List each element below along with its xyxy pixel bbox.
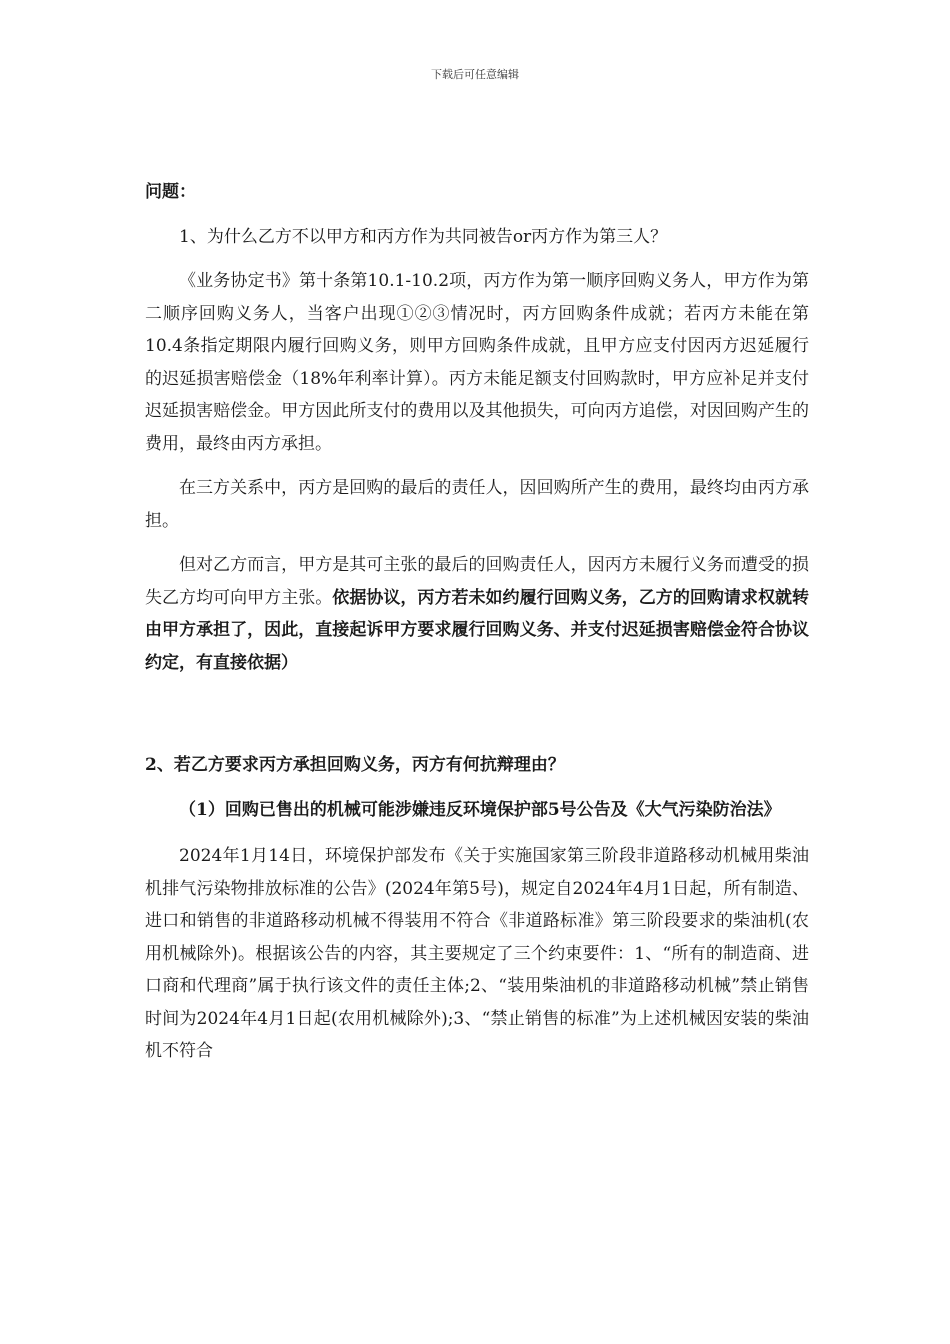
q1-paragraph-3-normal: 但对乙方而言，甲方是其可主张的最后的回购责任人，因丙方未履行义务而遭受的损失乙方均可向甲方主张。 — [145, 555, 809, 608]
q1-paragraph-1: 《业务协定书》第十条第10.1-10.2项，丙方作为第一顺序回购义务人，甲方作为第二顺序回购义务人，当客户出现①②③情况时，丙方回购条件成就；若丙方未能在第10.4条指定期限内履行回购义务，则甲方回购条件成就，且甲方应支付因丙方迟延履行的迟延损害赔偿金（18%年利率计算）。丙方未能足额支付回购款时，甲方应补足并支付迟延损害赔偿金。甲方因此所支付的费用以及其他损失，可向丙方追偿，对因回购产生的费用，最终由丙方承担。 — [145, 271, 809, 454]
q1-paragraph-2: 在三方关系中，丙方是回购的最后的责任人，因回购所产生的费用，最终均由丙方承担。 — [145, 478, 809, 531]
header-note: 下载后可任意编辑 — [431, 68, 519, 81]
q2-paragraph-1: 2024年1月14日，环境保护部发布《关于实施国家第三阶段非道路移动机械用柴油机排气污染物排放标准的公告》(2024年第5号)，规定自2024年4月1日起，所有制造、进口和销售的非道路移动机械不得装用不符合《非道路标准》第三阶段要求的柴油机(农用机械除外)。根据该公告的内容，其主要规定了三个约束要件：1、“所有的制造商、进口商和代理商”属于执行该文件的责任主体;2、“装用柴油机的非道路移动机械”禁止销售时间为2024年4月1日起(农用机械除外);3、“禁止销售的标准”为上述机械因安装的柴油机不符合 — [145, 846, 809, 1061]
document-body — [145, 176, 809, 1068]
question-1: 1、为什么乙方不以甲方和丙方作为共同被告or丙方作为第三人？ — [179, 226, 668, 247]
q1-paragraph-3-bold: 依据协议，丙方若未如约履行回购义务，乙方的回购请求权就转由甲方承担了，因此，直接起诉甲方要求履行回购义务、并支付迟延损害赔偿金符合协议约定，有直接依据） — [145, 587, 810, 673]
q1-paragraph-3 — [145, 549, 809, 679]
q2-subheading-1: （1）回购已售出的机械可能涉嫌违反环境保护部5号公告及《大气污染防治法》 — [179, 799, 781, 820]
section-title: 问题： — [145, 182, 196, 202]
question-2: 2、若乙方要求丙方承担回购义务，丙方有何抗辩理由？ — [145, 755, 565, 775]
